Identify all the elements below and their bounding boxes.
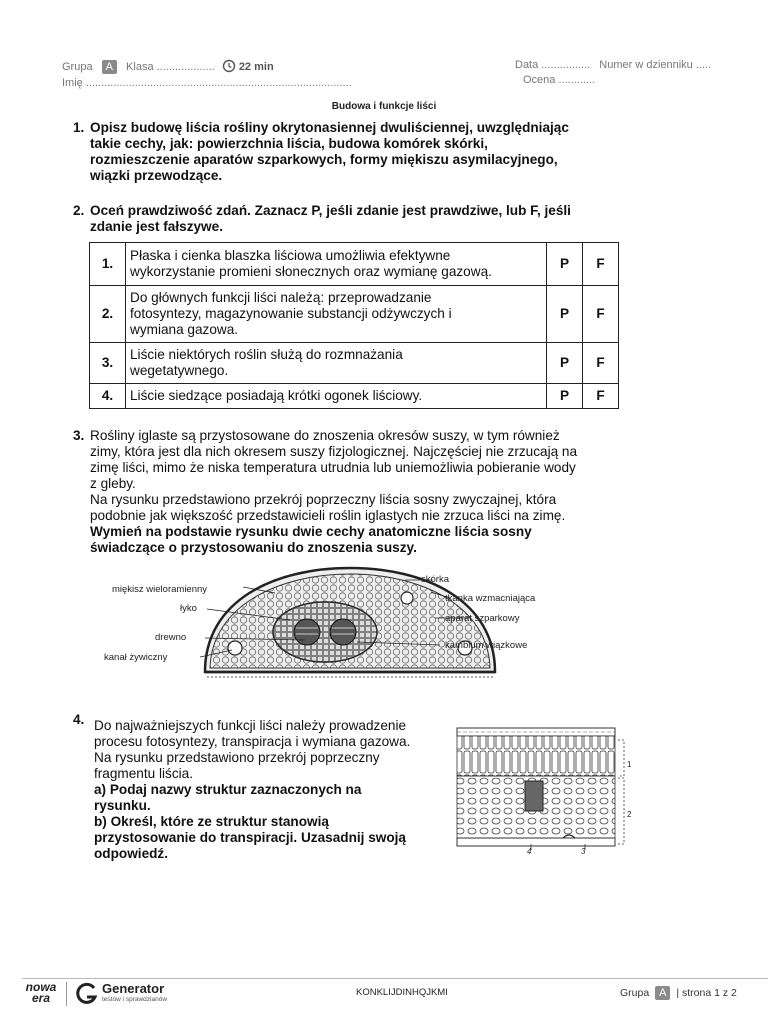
statement-line: wykorzystanie promieni słonecznych oraz wymianę gazową. [130, 264, 492, 279]
row-number: 1. [90, 243, 126, 286]
q3-task-line: Wymień na podstawie rysunku dwie cechy anatomiczne liścia sosny [90, 524, 532, 539]
page-title: Budowa i funkcje liści [331, 101, 437, 112]
q3-line: podobnie jak większość przedstawicieli roślin iglastych nie zrzuca liści na zimę. [90, 508, 566, 523]
generator-title: Generator [102, 981, 165, 996]
false-option[interactable]: F [583, 343, 619, 384]
statement [126, 286, 547, 343]
q1-number: 1. [73, 120, 85, 135]
row-number: 3. [90, 343, 126, 384]
q4-task-line: a) Podaj nazwy struktur zaznaczonych na [94, 782, 362, 797]
q1-line: rozmieszczenie aparatów szparkowych, formy miękiszu asymilacyjnego, [90, 152, 558, 167]
generator-subtitle: testów i sprawdzianów [102, 996, 168, 1003]
q3-line: zimę liści, mimo że niska temperatura utrudnia lub uniemożliwia pobieranie wody [90, 460, 576, 475]
false-option[interactable]: F [583, 384, 619, 409]
statement [126, 384, 547, 409]
row-number: 4. [90, 384, 126, 409]
false-option[interactable]: F [583, 243, 619, 286]
group-badge: A [102, 60, 117, 74]
q4-number: 4. [73, 712, 85, 727]
q2-line: zdanie jest fałszywe. [90, 219, 223, 234]
time-limit: 22 min [238, 61, 274, 73]
table-row [90, 343, 619, 384]
row-number: 2. [90, 286, 126, 343]
footer-group-label: Grupa [620, 987, 650, 999]
label-aparat: aparat szparkowy [445, 613, 520, 624]
true-option[interactable]: P [547, 343, 583, 384]
date-label: Data ................ [515, 59, 591, 71]
q2-number: 2. [73, 203, 85, 218]
class-label: Klasa ................... [126, 61, 215, 73]
table-row [90, 384, 619, 409]
q3-line: Rośliny iglaste są przystosowane do znoszenia okresów suszy, w tym również [90, 428, 560, 443]
q1-text [90, 120, 569, 184]
statement [126, 243, 547, 286]
statement [126, 343, 547, 384]
logo-top: nowa [25, 980, 57, 994]
q1-line: takie cechy, jak: powierzchnia liścia, budowa komórek skórki, [90, 136, 488, 151]
q4-line: Na rysunku przedstawiono przekrój poprzeczny [94, 750, 380, 765]
q4-task-line: rysunku. [94, 798, 151, 813]
statement-line: wymiana gazowa. [130, 322, 239, 337]
header-group [62, 59, 274, 76]
test-code: KONKLIJDINHQJKMI [356, 987, 448, 998]
q4-task-line: przystosowanie do transpiracji. Uzasadnij swoją [94, 830, 406, 845]
q3-line: z gleby. [90, 476, 136, 491]
true-option[interactable]: P [547, 286, 583, 343]
footer-page-info [620, 986, 737, 1000]
statement-line: fotosyntezy, magazynowanie substancji odżywczych i [130, 306, 452, 321]
name-line: Imię ....................................................................................... [62, 77, 352, 89]
q4-text [94, 718, 410, 862]
true-option[interactable]: P [547, 243, 583, 286]
leaf-fragment-figure [455, 726, 640, 856]
label-mekisz: miękisz wieloramienny [112, 584, 208, 595]
q4-line: fragmentu liścia. [94, 766, 193, 781]
q4-task-line: b) Określ, które ze struktur stanowią [94, 814, 329, 829]
q4-line: procesu fotosyntezy, transpiracja i wymiana gazowa. [94, 734, 411, 749]
date-line [515, 59, 711, 71]
q4-task-line: odpowiedź. [94, 846, 169, 861]
statement-line: Do głównych funkcji liści należą: przeprowadzanie [130, 290, 432, 305]
logo-bottom: era [31, 991, 51, 1005]
label-3: 3 [581, 847, 586, 856]
q4-line: Do najważniejszych funkcji liści należy prowadzenie [94, 718, 407, 733]
q3-number: 3. [73, 428, 85, 443]
true-false-table [89, 242, 619, 409]
label-1: 1 [627, 760, 632, 769]
grade-label: Ocena ............ [523, 74, 596, 86]
nowa-era-logo [24, 982, 58, 1004]
group-label: Grupa [62, 61, 93, 73]
q3-text [90, 428, 577, 556]
label-kambium: kambium wiązkowe [445, 640, 528, 651]
table-row [90, 243, 619, 286]
label-lyko: łyko [180, 603, 197, 614]
q2-line: Oceń prawdziwość zdań. Zaznacz P, jeśli zdanie jest prawdziwe, lub F, jeśli [90, 203, 571, 218]
q1-line: wiązki przewodzące. [90, 168, 223, 183]
label-4: 4 [527, 847, 532, 856]
q3-line: zimy, która jest dla nich okresem suszy fizjologicznej. Najczęściej nie zrzucają na [90, 444, 578, 459]
statement-line: Liście niektórych roślin służą do rozmnażania [130, 347, 403, 362]
clock-icon [222, 59, 236, 76]
label-skorka: skórka [421, 574, 449, 585]
q2-text [90, 203, 571, 235]
pine-needle-figure [95, 560, 555, 690]
false-option[interactable]: F [583, 286, 619, 343]
logo-divider [66, 982, 67, 1006]
leaf-fragment-cross-section [455, 726, 640, 856]
generator-logo-icon [76, 982, 98, 1011]
page-number: | strona 1 z 2 [676, 987, 737, 999]
q3-task-line: świadczące o przystosowaniu do znoszenia suszy. [90, 540, 417, 555]
label-drewno: drewno [155, 632, 187, 643]
q1-line: Opisz budowę liścia rośliny okrytonasiennej dwuliściennej, uwzględniając [90, 120, 569, 135]
register-number-label: Numer w dzienniku ..... [599, 59, 712, 71]
statement-line: Płaska i cienka blaszka liściowa umożliwia efektywne [130, 248, 451, 263]
footer-divider [22, 978, 768, 979]
label-2: 2 [627, 810, 632, 819]
table-row [90, 286, 619, 343]
q3-line: Na rysunku przedstawiono przekrój poprzeczny liścia sosny zwyczajnej, która [90, 492, 557, 507]
label-kanal: kanał żywiczny [104, 652, 168, 663]
footer-group-badge: A [655, 986, 670, 1000]
label-tkanka: tkanka wzmacniająca [445, 593, 536, 604]
statement-line: wegetatywnego. [130, 363, 229, 378]
statement-line: Liście siedzące posiadają krótki ogonek liściowy. [130, 388, 423, 403]
true-option[interactable]: P [547, 384, 583, 409]
pine-needle-cross-section [95, 560, 555, 690]
